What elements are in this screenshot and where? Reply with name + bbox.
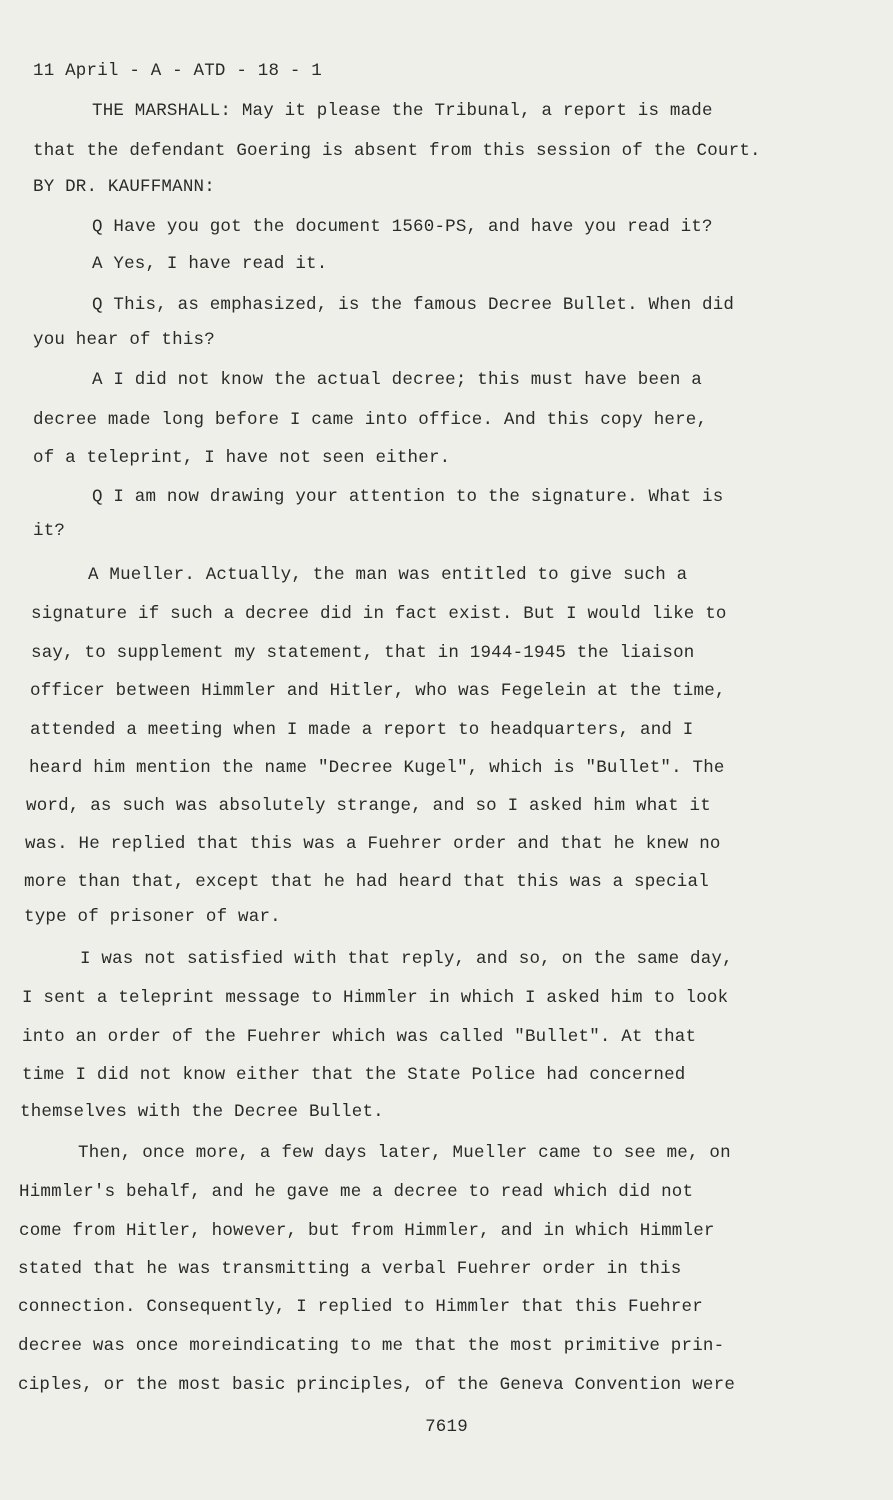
text-line: come from Hitler, however, but from Himmler, and in which Himmler — [19, 1221, 715, 1241]
text-line: into an order of the Fuehrer which was called "Bullet". At that — [22, 1027, 697, 1047]
text-line: Q I am now drawing your attention to the signature. What is — [92, 487, 724, 507]
text-line: decree was once moreindicating to me that the most primitive prin- — [18, 1336, 725, 1356]
text-line: Q Have you got the document 1560-PS, and have you read it? — [92, 217, 713, 237]
text-line: was. He replied that this was a Fuehrer order and that he knew no — [25, 834, 721, 854]
text-line: time I did not know either that the State Police had concerned — [22, 1065, 686, 1085]
text-line: I sent a teleprint message to Himmler in which I asked him to look — [22, 988, 729, 1008]
text-line: more than that, except that he had heard that this was a special — [24, 872, 709, 892]
text-line: heard him mention the name "Decree Kugel", which is "Bullet". The — [29, 758, 725, 778]
text-line: THE MARSHALL: May it please the Tribunal, a report is made — [92, 101, 713, 121]
text-line: A Yes, I have read it. — [92, 254, 328, 274]
text-line: word, as such was absolutely strange, and so I asked him what it — [26, 796, 711, 816]
text-line: officer between Himmler and Hitler, who was Fegelein at the time, — [30, 681, 726, 701]
text-line: Then, once more, a few days later, Mueller came to see me, on — [78, 1143, 731, 1163]
text-line: you hear of this? — [33, 330, 215, 350]
text-line: Q This, as emphasized, is the famous Decree Bullet. When did — [92, 295, 735, 315]
page-number: 7619 — [425, 1417, 468, 1437]
text-line: BY DR. KAUFFMANN: — [33, 177, 215, 197]
text-line: ciples, or the most basic principles, of the Geneva Convention were — [18, 1375, 736, 1395]
text-line: it? — [33, 521, 66, 541]
text-line: say, to supplement my statement, that in 1944-1945 the liaison — [31, 643, 695, 663]
page-header: 11 April - A - ATD - 18 - 1 — [33, 61, 322, 81]
text-line: themselves with the Decree Bullet. — [20, 1102, 384, 1122]
text-line: Himmler's behalf, and he gave me a decree to read which did not — [19, 1182, 694, 1202]
text-line: that the defendant Goering is absent from this session of the Court. — [33, 141, 761, 161]
text-line: connection. Consequently, I replied to Himmler that this Fuehrer — [18, 1297, 703, 1317]
text-line: A Mueller. Actually, the man was entitled to give such a — [88, 565, 688, 585]
text-line: decree made long before I came into office. And this copy here, — [33, 410, 708, 430]
text-line: type of prisoner of war. — [24, 907, 281, 927]
text-line: A I did not know the actual decree; this must have been a — [92, 370, 702, 390]
text-line: stated that he was transmitting a verbal Fuehrer order in this — [18, 1259, 682, 1279]
text-line: attended a meeting when I made a report to headquarters, and I — [30, 720, 694, 740]
text-line: I was not satisfied with that reply, and so, on the same day, — [80, 949, 733, 969]
text-line: of a teleprint, I have not seen either. — [33, 448, 451, 468]
text-line: signature if such a decree did in fact exist. But I would like to — [31, 604, 727, 624]
